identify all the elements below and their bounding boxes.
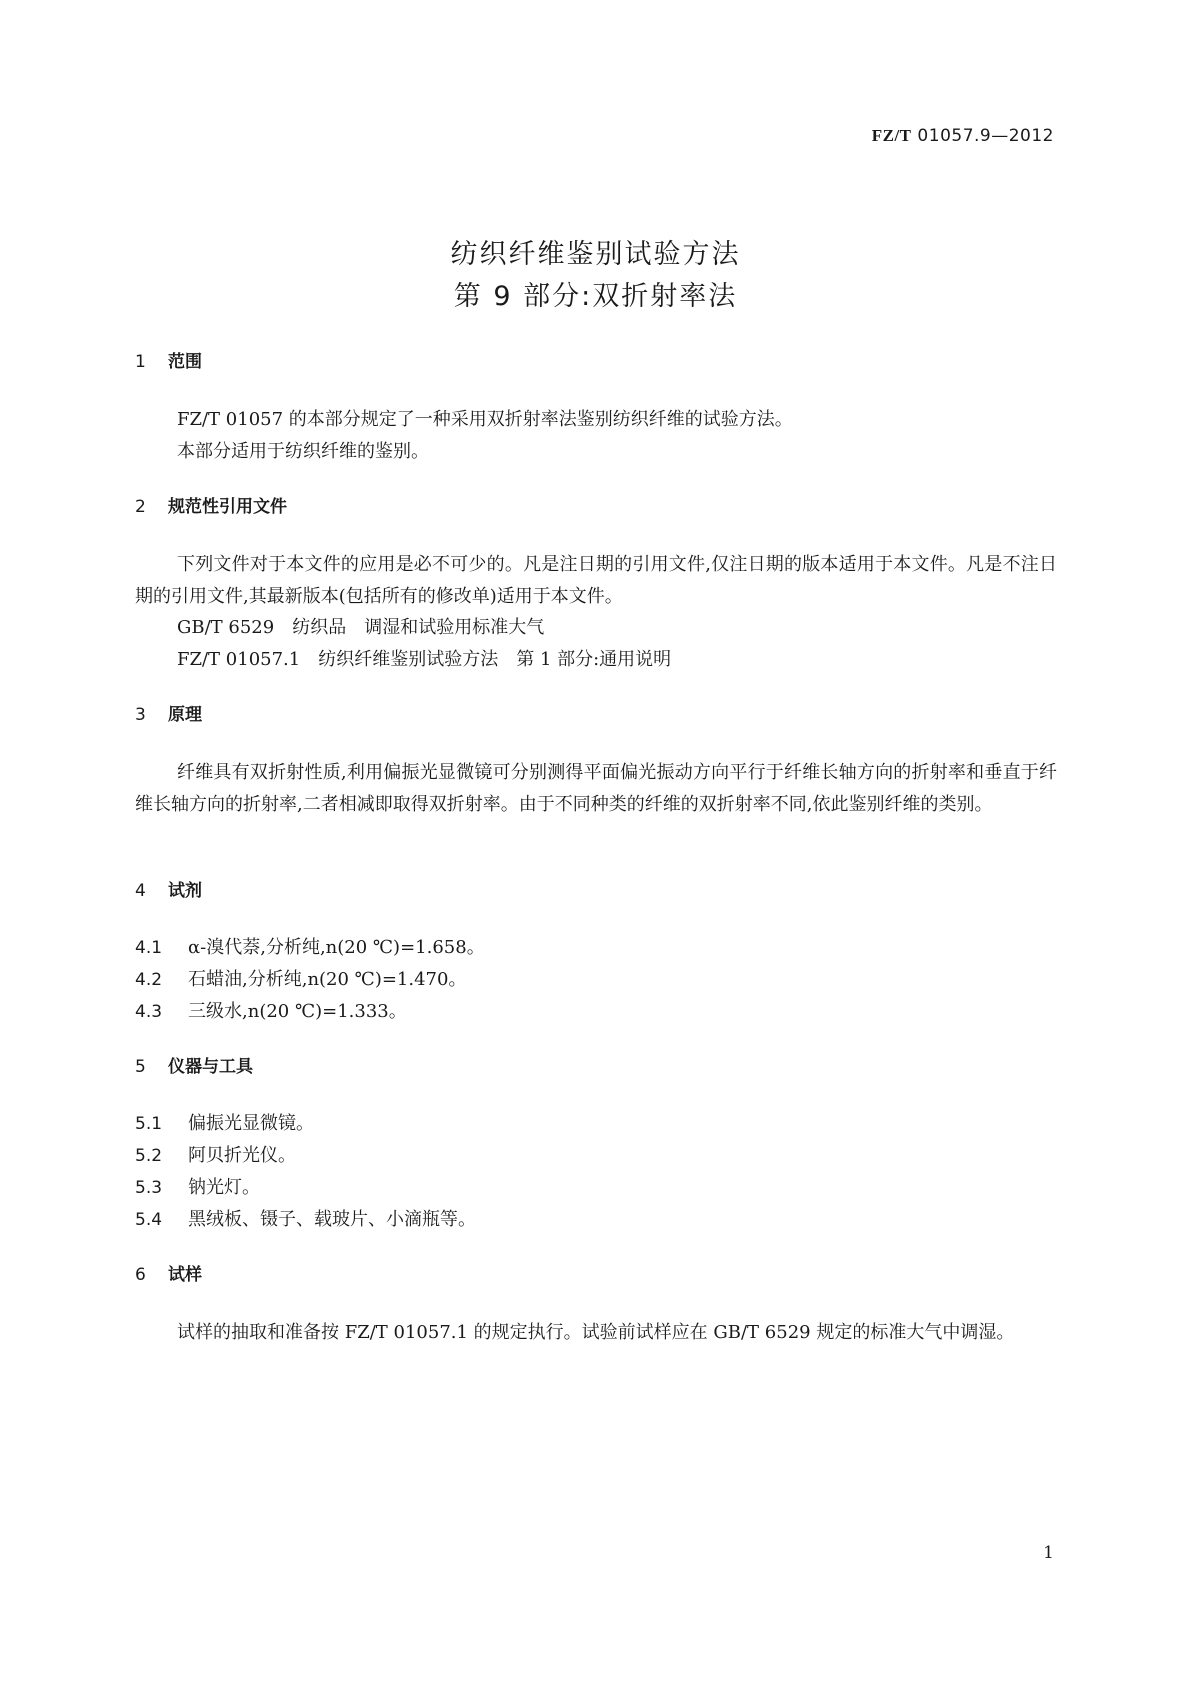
section-title: 试剂 [168,881,202,901]
section-title: 规范性引用文件 [168,497,287,517]
section-title: 试样 [168,1265,202,1285]
paragraph: FZ/T 01057 的本部分规定了一种采用双折射率法鉴别纺织纤维的试验方法。 [177,409,793,430]
item-number: 4.2 [135,970,163,990]
list-item [135,1141,296,1167]
list-item [135,1205,476,1231]
reference-item: GB/T 6529 纺织品 调湿和试验用标准大气 [177,617,545,638]
item-number: 4.3 [135,1002,163,1022]
list-item [135,933,485,959]
paragraph: 本部分适用于纺织纤维的鉴别。 [177,441,429,462]
section-heading-specimen [135,1260,202,1285]
item-number: 5.4 [135,1210,163,1230]
section-number: 2 [135,497,146,517]
standard-code [872,126,1054,146]
section-heading-normative-references [135,492,287,517]
item-number: 5.1 [135,1114,163,1134]
reference-item: FZ/T 01057.1 纺织纤维鉴别试验方法 第 1 部分:通用说明 [177,649,672,670]
paragraph: 下列文件对于本文件的应用是必不可少的。凡是注日期的引用文件,仅注日期的版本适用于本文件。凡是不注日期的引用文件,其最新版本(包括所有的修改单)适用于本文件。 [135,554,1057,607]
page-number: 1 [1043,1543,1054,1563]
item-text: 石蜡油,分析纯,n(20 ℃)=1.470。 [188,969,467,990]
standard-code-prefix: FZ/T [871,126,912,145]
document-subtitle: 第 9 部分:双折射率法 [453,281,738,312]
item-text: 阿贝折光仪。 [188,1145,296,1166]
section-heading-reagents [135,876,202,901]
section-number: 6 [135,1265,146,1285]
section-title: 原理 [168,705,202,725]
document-title: 纺织纤维鉴别试验方法 [450,239,741,270]
item-number: 5.3 [135,1178,163,1198]
section-number: 3 [135,705,146,725]
section-heading-principle [135,700,202,725]
item-text: 三级水,n(20 ℃)=1.333。 [188,1001,407,1022]
standard-code-number: 01057.9—2012 [911,126,1054,146]
list-item [135,1109,314,1135]
list-item [135,1173,260,1199]
list-item [135,965,466,991]
section-heading-scope [135,347,202,372]
item-number: 4.1 [135,938,163,958]
list-item [135,997,407,1023]
section-title: 仪器与工具 [168,1057,253,1077]
section-title: 范围 [168,352,202,372]
item-text: 钠光灯。 [188,1177,260,1198]
section-number: 1 [135,352,146,372]
item-number: 5.2 [135,1146,163,1166]
paragraph: 试样的抽取和准备按 FZ/T 01057.1 的规定执行。试验前试样应在 GB/T 6529 规定的标准大气中调湿。 [177,1322,1015,1343]
section-heading-apparatus [135,1052,253,1077]
section-number: 5 [135,1057,146,1077]
item-text: 黑绒板、镊子、载玻片、小滴瓶等。 [188,1209,476,1230]
item-text: 偏振光显微镜。 [188,1113,314,1134]
section-number: 4 [135,881,146,901]
paragraph: 纤维具有双折射性质,利用偏振光显微镜可分别测得平面偏光振动方向平行于纤维长轴方向的折射率和垂直于纤维长轴方向的折射率,二者相减即取得双折射率。由于不同种类的纤维的双折射率不同,依此鉴别纤维的类别。 [135,762,1057,815]
item-text: α-溴代萘,分析纯,n(20 ℃)=1.658。 [188,937,485,958]
